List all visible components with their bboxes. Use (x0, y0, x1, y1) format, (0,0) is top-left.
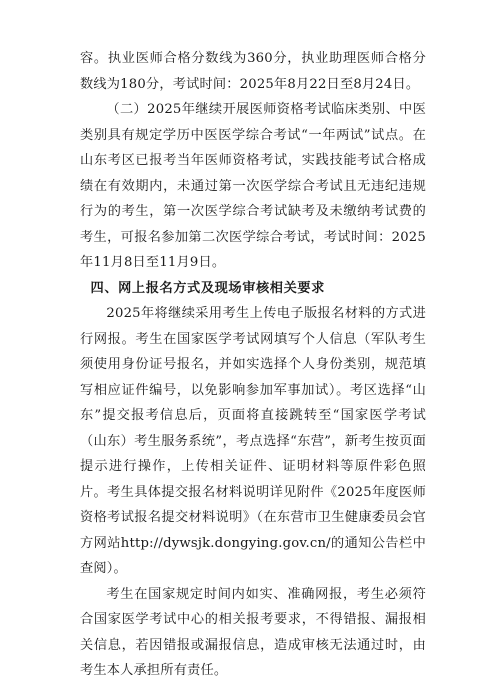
paragraph-online-registration: 2025年将继续采用考生上传电子版报名材料的方式进行网报。考生在国家医学考试网填写个人信息（军队考生须使用身份证号报名，并如实选择个人身份类别，规范填写相应证件编号，以免影响参加军事加试）。考区选择“山东”提交报考信息后，页面将直接跳转至“国家医学考试（山东）考生服务系统”，考点选择“东营”，新考生按页面提示进行操作，上传相关证件、证明材料等原件彩色照片。考生具体提交报名材料说明详见附件《2025年度医师资格考试报名提交材料说明》（在东营市卫生健康委员会官方网站http://dywsjk.dongying.gov.cn/的通知公告栏中查阅）。 (80, 306, 426, 576)
paragraph-exam-pilot: （二）2025年继续开展医师资格考试临床类别、中医类别具有规定学历中医医学综合考试“一年两试”试点。在山东考区已报考当年医师资格考试，实践技能考试合格成绩在有效期内，未通过第一次医学综合考试且无违纪违规行为的考生，第一次医学综合考试缺考及未缴纳考试费的考生，可报名参加第二次医学综合考试，考试时间：2025年11月8日至11月9日。 (80, 102, 426, 270)
paragraph-continuation: 容。执业医师合格分数线为360分，执业助理医师合格分数线为180分，考试时间：2025年8月22日至8月24日。 (80, 51, 426, 92)
section-heading-registration: 四、网上报名方式及现场审核相关要求 (90, 280, 325, 296)
paragraph-candidate-responsibility: 考生在国家规定时间内如实、准确网报，考生必须符合国家医学考试中心的相关报考要求，不得错报、漏报相关信息，若因错报或漏报信息，造成审核无法通过时，由考生本人承担所有责任。 (80, 586, 426, 678)
document-body (80, 46, 426, 684)
